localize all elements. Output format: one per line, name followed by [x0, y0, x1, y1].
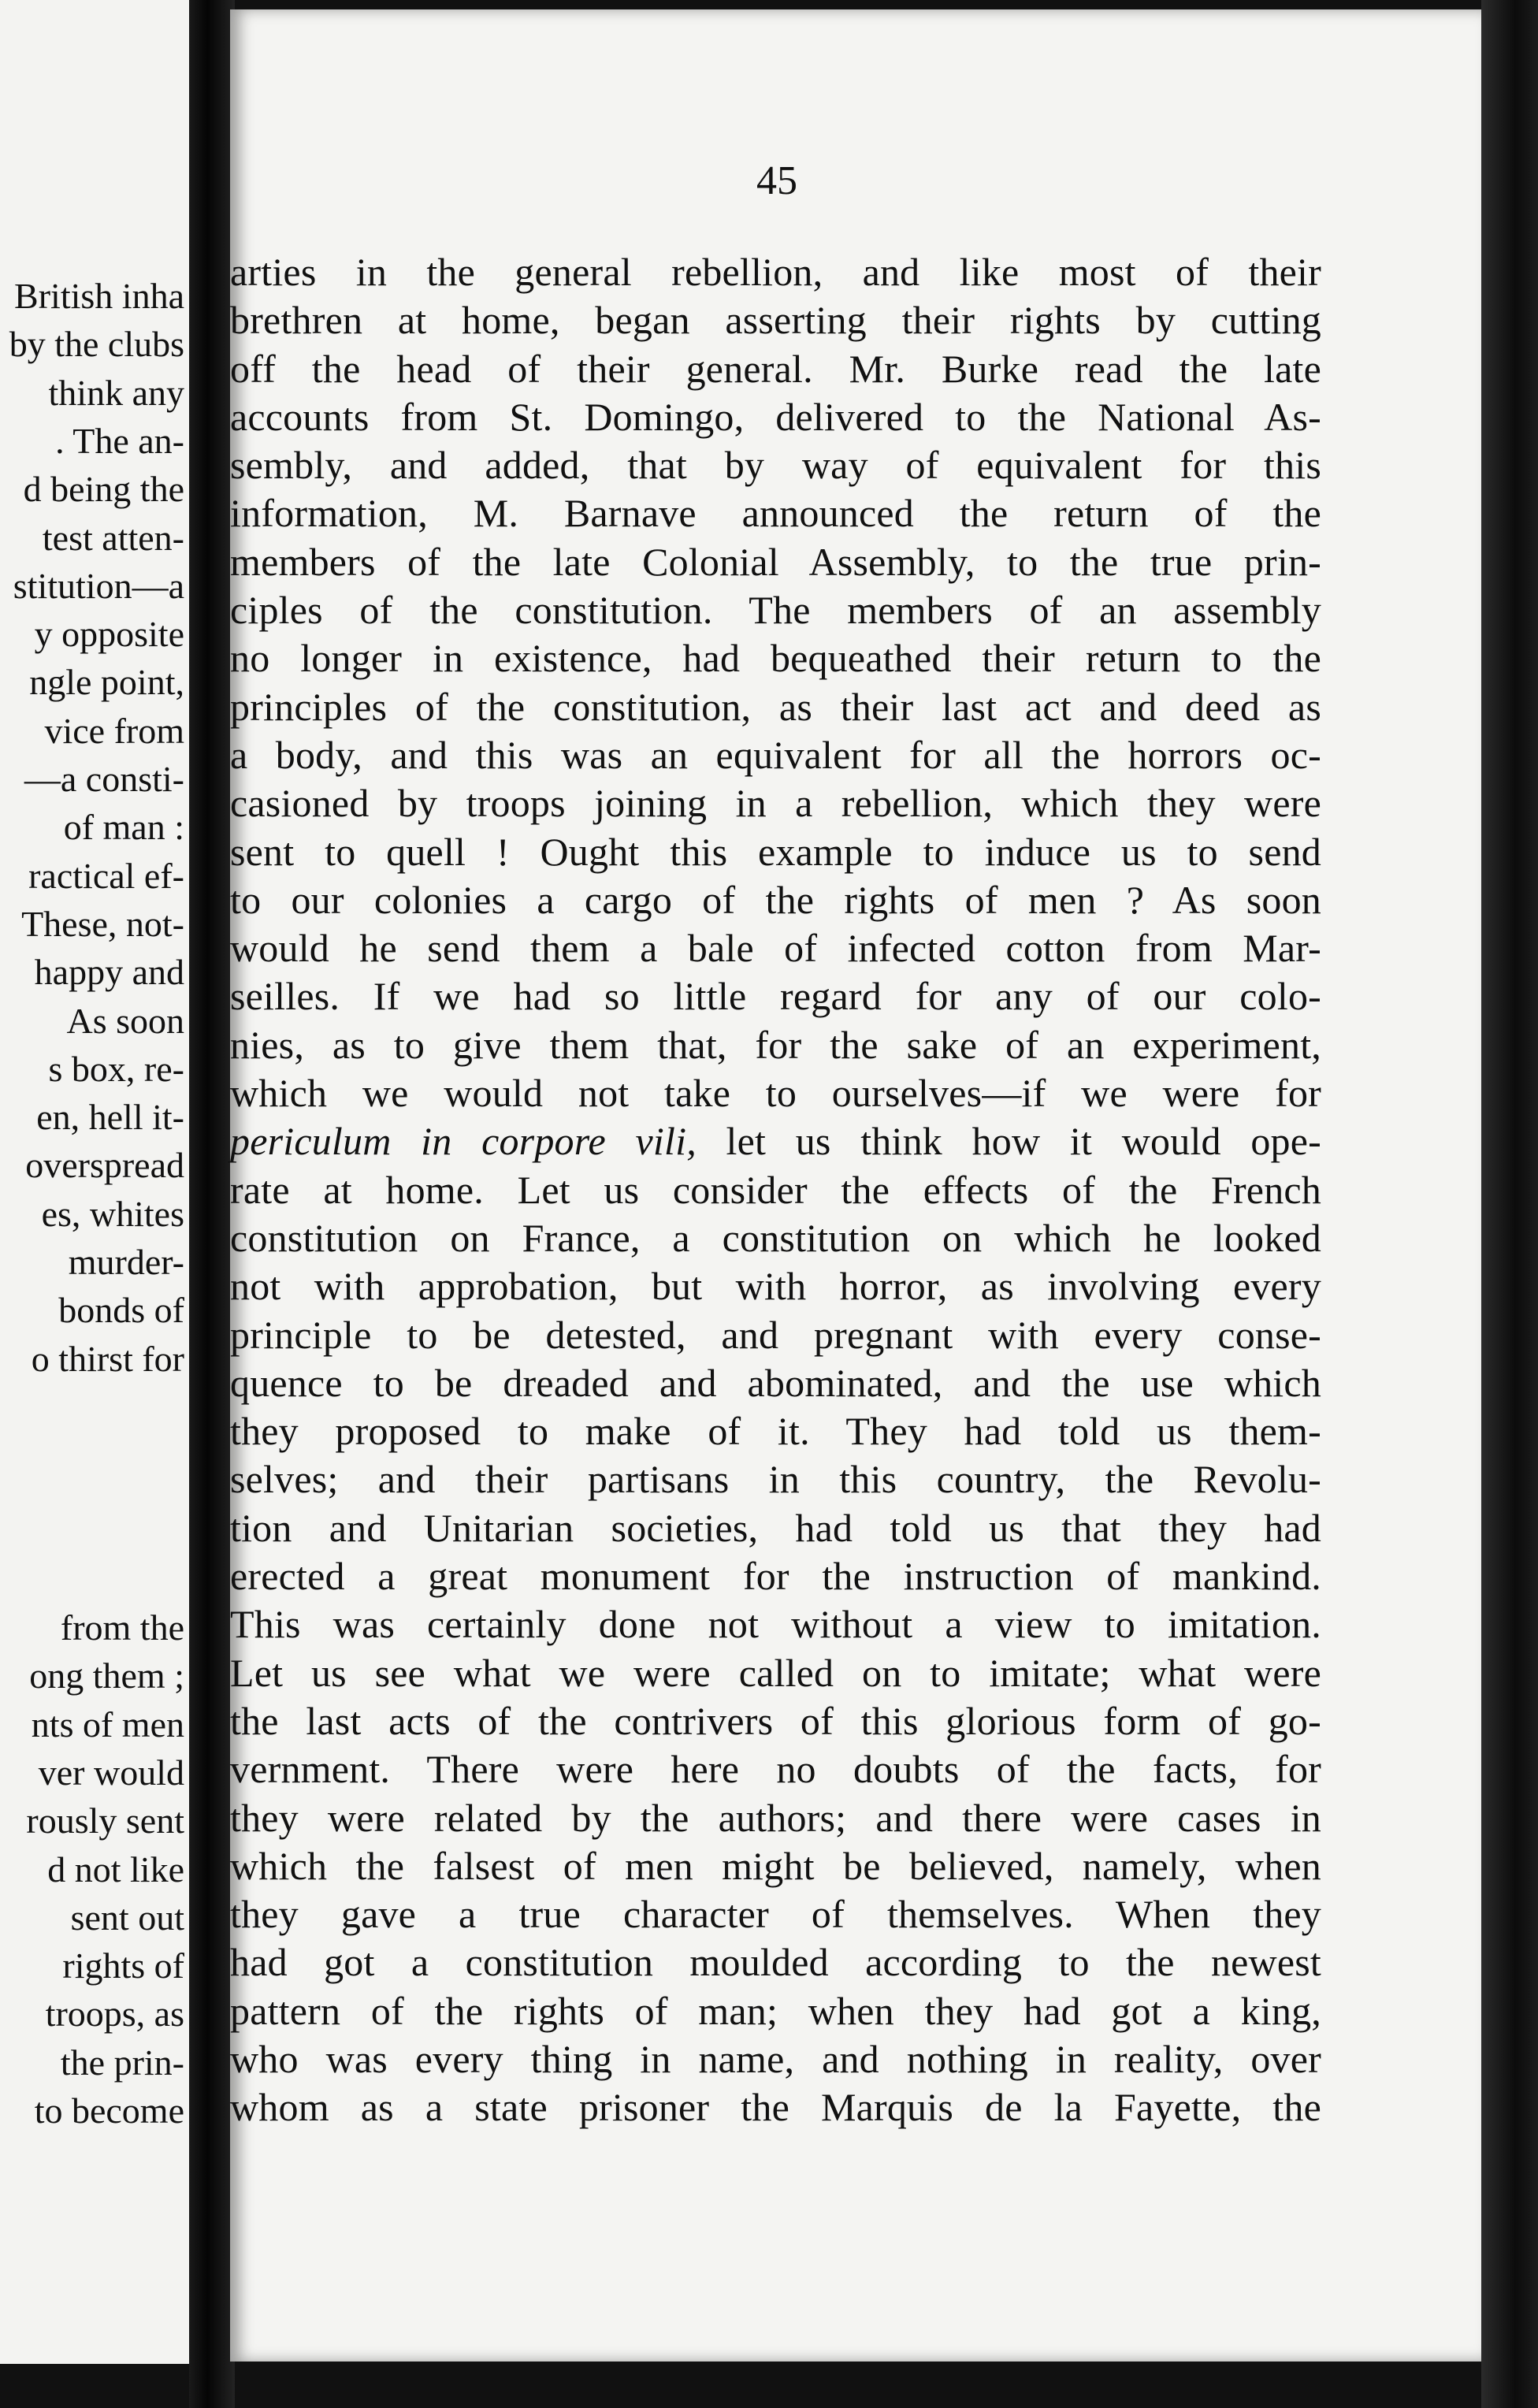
- text-line-italic-phrase: [230, 1117, 1321, 1165]
- text-line: they proposed to make of it. They had told us them-: [230, 1409, 1321, 1454]
- text-line: seilles. If we had so little regard for any of our colo-: [230, 974, 1321, 1019]
- text-line: brethren at home, began asserting their rights by cutting: [230, 298, 1321, 343]
- text-line: arties in the general rebellion, and like most of their: [230, 250, 1321, 294]
- left-page-line: ong them ;: [29, 1656, 184, 1696]
- left-page-line: stitution—a: [13, 565, 184, 606]
- text-line: selves; and their partisans in this country, the Revolu-: [230, 1457, 1321, 1502]
- left-page-fragment: [0, 0, 197, 2364]
- text-line: vernment. There were here no doubts of the facts, for: [230, 1747, 1321, 1792]
- left-page-line: s box, re-: [48, 1048, 184, 1089]
- left-page-line: nts of men: [31, 1704, 184, 1745]
- left-page-line: es, whites: [41, 1193, 184, 1234]
- text-line: erected a great monument for the instruction of mankind.: [230, 1554, 1321, 1599]
- left-page-line: rously sent: [26, 1800, 184, 1841]
- text-line: no longer in existence, had bequeathed their return to the: [230, 636, 1321, 681]
- left-page-line: rights of: [62, 1945, 184, 1986]
- left-page-line: the prin-: [60, 2042, 184, 2083]
- text-line: they gave a true character of themselves. When they: [230, 1892, 1321, 1937]
- book-gutter: [189, 0, 235, 2408]
- left-page-line: —a consti-: [24, 759, 184, 799]
- left-page-line: by the clubs: [9, 324, 184, 365]
- text-line: sent to quell ! Ought this example to induce us to send: [230, 829, 1321, 874]
- left-page-line: en, hell it-: [36, 1097, 184, 1138]
- text-line: the last acts of the contrivers of this glorious form of go-: [230, 1698, 1321, 1743]
- left-page-line: think any: [48, 372, 184, 413]
- left-page-line: troops, as: [45, 1994, 184, 2035]
- text-line: This was certainly done not without a view to imitation.: [230, 1602, 1321, 1647]
- text-line: Let us see what we were called on to imitate; what were: [230, 1650, 1321, 1695]
- left-page-line: of man :: [63, 807, 184, 848]
- text-line: which the falsest of men might be believed, namely, when: [230, 1843, 1321, 1888]
- left-page-line: o thirst for: [31, 1338, 184, 1379]
- text-line: they were related by the authors; and there were cases in: [230, 1795, 1321, 1840]
- left-page-line: bonds of: [58, 1290, 184, 1331]
- text-line: nies, as to give them that, for the sake of an experiment,: [230, 1022, 1321, 1067]
- left-page-line: overspread: [25, 1145, 184, 1186]
- text-line: who was every thing in name, and nothing in reality, over: [230, 2036, 1321, 2081]
- page-number: 45: [756, 158, 797, 203]
- left-page-line: to become: [34, 2090, 184, 2131]
- text-line: constitution on France, a constitution on which he looked: [230, 1215, 1321, 1260]
- left-page-line: vice from: [44, 710, 184, 751]
- left-page-line: murder-: [68, 1242, 184, 1282]
- text-line: a body, and this was an equivalent for all the horrors oc-: [230, 732, 1321, 777]
- text-line: tion and Unitarian societies, had told us that they had: [230, 1505, 1321, 1550]
- text-line: ciples of the constitution. The members of an assembly: [230, 588, 1321, 633]
- text-line: pattern of the rights of man; when they had got a king,: [230, 1988, 1321, 2033]
- latin-phrase: periculum in corpore vili,: [230, 1119, 697, 1164]
- left-page-line: ngle point,: [29, 662, 184, 703]
- text-line: information, M. Barnave announced the return of the: [230, 491, 1321, 536]
- left-page-line: . The an-: [55, 420, 184, 461]
- text-line: not with approbation, but with horror, as involving every: [230, 1264, 1321, 1309]
- text-line: principle to be detested, and pregnant with every conse-: [230, 1312, 1321, 1357]
- left-page-line: test atten-: [42, 517, 184, 558]
- text-line: rate at home. Let us consider the effects of the French: [230, 1167, 1321, 1212]
- left-page-line: y opposite: [34, 614, 184, 655]
- text-line: which we would not take to ourselves—if we were for: [230, 1071, 1321, 1116]
- text-line: principles of the constitution, as their last act and deed as: [230, 684, 1321, 729]
- left-page-line: happy and: [34, 952, 184, 993]
- page-edge: [1481, 0, 1538, 2408]
- text-line: whom as a state prisoner the Marquis de la Fayette, the: [230, 2085, 1321, 2130]
- left-page-line: from the: [60, 1607, 184, 1648]
- left-page-line: sent out: [70, 1897, 184, 1938]
- line-remainder: let us think how it would ope-: [696, 1119, 1321, 1164]
- left-page-line: ver would: [38, 1752, 184, 1793]
- text-line: sembly, and added, that by way of equivalent for this: [230, 443, 1321, 488]
- text-line: quence to be dreaded and abominated, and the use which: [230, 1360, 1321, 1405]
- left-page-line: ractical ef-: [28, 855, 184, 896]
- text-line: would he send them a bale of infected cotton from Mar-: [230, 926, 1321, 971]
- text-line: to our colonies a cargo of the rights of men ? As soon: [230, 877, 1321, 922]
- text-line: accounts from St. Domingo, delivered to the National As-: [230, 394, 1321, 439]
- text-line: off the head of their general. Mr. Burke read the late: [230, 346, 1321, 391]
- left-page-line: d being the: [23, 469, 184, 510]
- text-line: had got a constitution moulded according to the newest: [230, 1940, 1321, 1985]
- body-text: [230, 248, 1321, 2132]
- left-page-line: As soon: [66, 1000, 184, 1041]
- left-page-line: British inha: [14, 276, 184, 316]
- text-line: members of the late Colonial Assembly, to the true prin-: [230, 539, 1321, 584]
- left-page-line: d not like: [47, 1849, 184, 1890]
- left-page-line: These, not-: [21, 903, 184, 944]
- text-line: casioned by troops joining in a rebellion, which they were: [230, 781, 1321, 826]
